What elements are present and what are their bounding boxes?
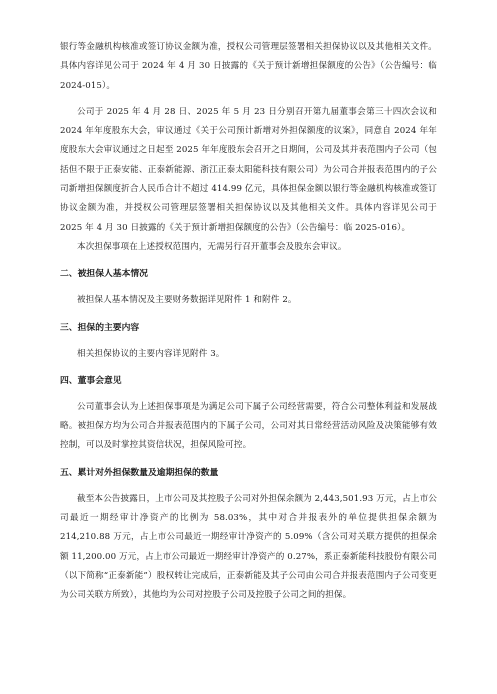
section-heading-board-opinion: 四、董事会意见 [60, 375, 122, 386]
section-heading-guarantee-content: 三、担保的主要内容 [60, 322, 140, 333]
paragraph-no-further-approval: 本次担保事项在上述授权范围内，无需另行召开董事会及股东会审议。 [77, 241, 347, 252]
paragraph-prior-authorization-2024: 银行等金融机构核准或签订协议金额为准，授权公司管理层签署相关担保协议以及其他相关文件。具体内容详见公司于 2024 年 4 月 30 日披露的《关于预计新增担保额度的公告》（公告编号：临 2024-015）。 [60, 42, 437, 91]
section-body-guarantee-content: 相关担保协议的主要内容详见附件 3。 [77, 348, 225, 359]
section-heading-cumulative-guarantees: 五、累计对外担保数量及逾期担保的数量 [60, 467, 219, 478]
section-body-guaranteed-party: 被担保人基本情况及主要财务数据详见附件 1 和附件 2。 [77, 295, 297, 306]
section-body-cumulative-guarantees: 截至本公告披露日，上市公司及其控股子公司对外担保余额为 2,443,501.93 万元，占上市公司最近一期经审计净资产的比例为 58.03%，其中对合并报表外的单位提供担保余额为 214,210.88 万元，占上市公司最近一期经审计净资产的 5.09%（含公司对关联方提供的担保余额 11,200.00 万元，占上市公司最近一期经审计净资产的 0.27%，系正泰新能科技股份有限公司（以下简称“正泰新能”）股权转让完成后，正泰新能及其子公司由公司合并报表范围内子公司变更为公司关联方所致），其他均为公司对控股子公司及控股子公司之间的担保。 [60, 493, 437, 601]
section-heading-guaranteed-party: 二、被担保人基本情况 [60, 269, 148, 280]
section-body-board-opinion: 公司董事会认为上述担保事项是为满足公司下属子公司经营需要，符合公司整体利益和发展战略。被担保方均为公司合并报表范围内的下属子公司，公司对其日常经营活动风险及决策能够有效控制，可以及时掌控其资信状况，担保风险可控。 [60, 401, 437, 451]
paragraph-board-approval-2025: 公司于 2025 年 4 月 28 日、2025 年 5 月 23 日分别召开第九届董事会第三十四次会议和 2024 年年度股东大会，审议通过《关于公司预计新增对外担保额度的议案》，同意自 2024 年年度股东大会审议通过之日起至 2025 年年度股东会召开之日期间，公司及其并表范围内子公司（包括但不限于正泰安能、正泰新能源、浙江正泰太阳能科技有限公司）为公司合并报表范围内的子公司新增担保额度折合人民币合计不超过 414.99 亿元，具体担保金额以银行等金融机构核准或签订协议金额为准，并授权公司管理层签署相关担保协议以及其他相关文件。具体内容详见公司于 2025 年 4 月 30 日披露的《关于预计新增担保额度的公告》（公告编号：临 2025-016）。 [60, 106, 437, 233]
